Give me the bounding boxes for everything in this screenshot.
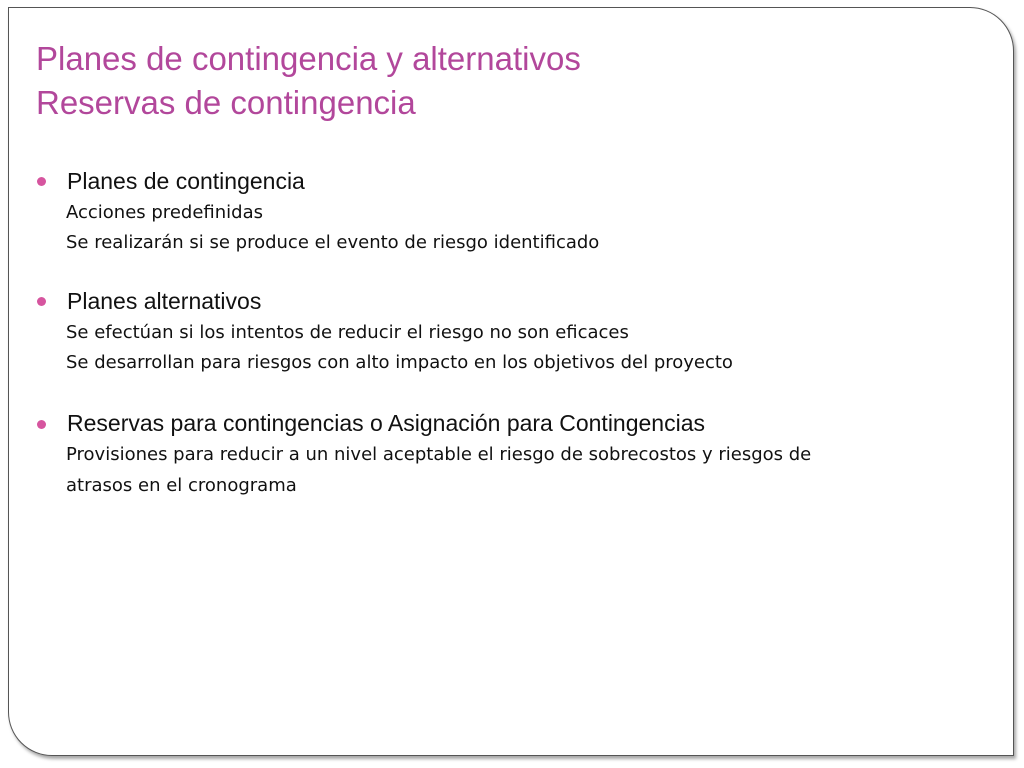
bullet-detail-line: Se desarrollan para riesgos con alto impacto en los objetivos del proyecto [66, 352, 733, 373]
bullet-detail-line: atrasos en el cronograma [66, 475, 297, 496]
slide-title-line-1: Planes de contingencia y alternativos [36, 40, 581, 77]
bullet-dot-icon [37, 177, 46, 186]
bullet-dot-icon [37, 420, 46, 429]
bullet-heading: Reservas para contingencias o Asignación para Contingencias [67, 410, 706, 436]
bullet-detail-line: Se realizarán si se produce el evento de riesgo identificado [66, 232, 600, 253]
bullet-dot-icon [37, 297, 46, 306]
slide-title-line-2: Reservas de contingencia [36, 84, 416, 121]
bullet-detail-line: Provisiones para reducir a un nivel aceptable el riesgo de sobrecostos y riesgos de [66, 444, 812, 465]
bullet-heading: Planes alternativos [67, 288, 262, 314]
bullet-detail-line: Se efectúan si los intentos de reducir el riesgo no son eficaces [66, 322, 629, 343]
slide-title [36, 37, 581, 125]
bullet-heading: Planes de contingencia [67, 168, 305, 194]
bullet-detail-line: Acciones predefinidas [66, 202, 263, 223]
